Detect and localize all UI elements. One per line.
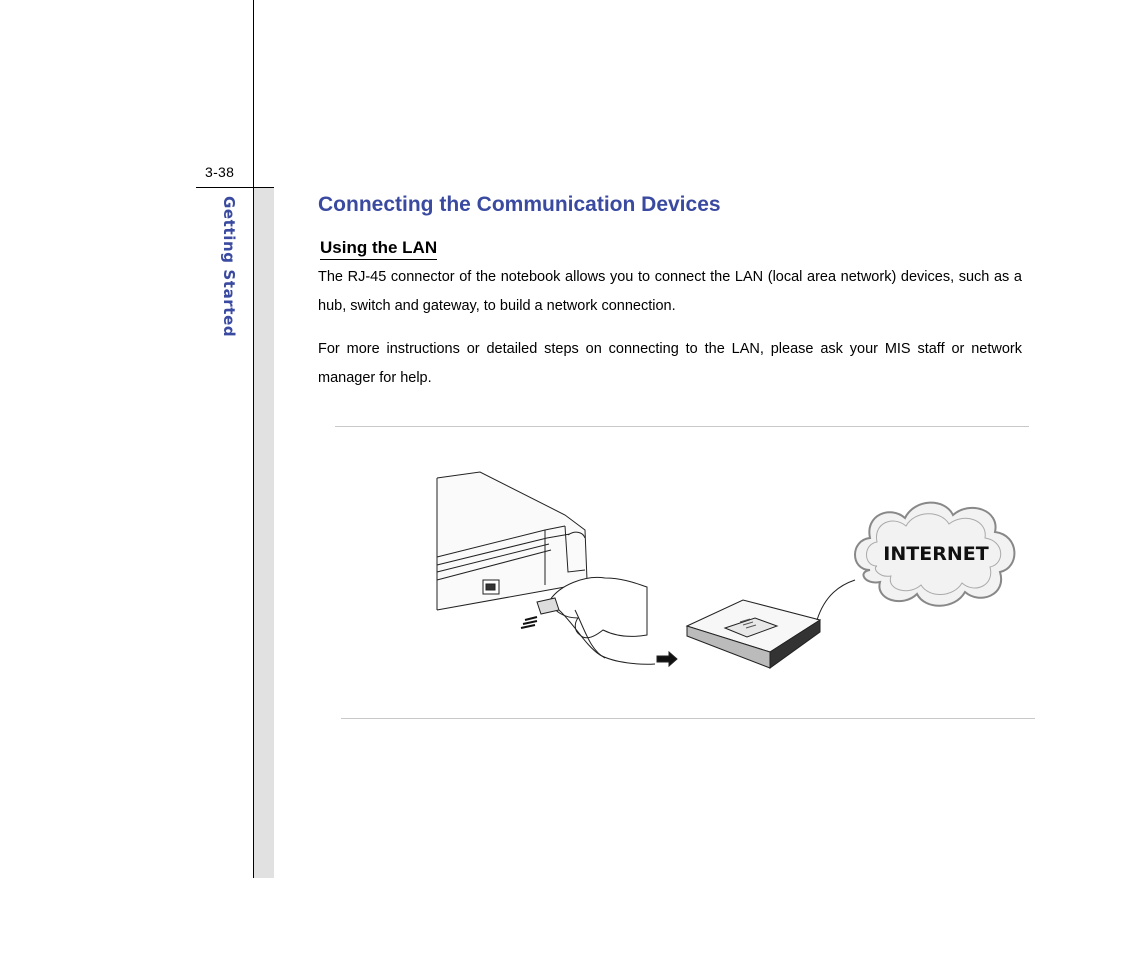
section-heading: Connecting the Communication Devices [318, 193, 721, 216]
margin-gray-bar [254, 188, 274, 878]
lan-connection-illustration [425, 460, 1025, 700]
internet-cloud-illustration [855, 503, 1014, 606]
paragraph-help: For more instructions or detailed steps on connecting to the LAN, please ask your MIS staff or network manager for help. [318, 341, 1022, 386]
internet-cloud-label: INTERNET [883, 543, 989, 565]
figure-bottom-rule [341, 718, 1035, 719]
paragraph-rj45: The RJ-45 connector of the notebook allows you to connect the LAN (local area network) devices, such as a hub, switch and gateway, to build a network connection. [318, 269, 1022, 314]
page-number-rule [196, 187, 274, 188]
figure-top-rule [335, 426, 1029, 427]
network-hub-illustration [687, 580, 855, 668]
subsection-heading: Using the LAN [320, 238, 437, 260]
page-number: 3-38 [205, 164, 235, 180]
side-chapter-title: Getting Started [220, 196, 238, 338]
